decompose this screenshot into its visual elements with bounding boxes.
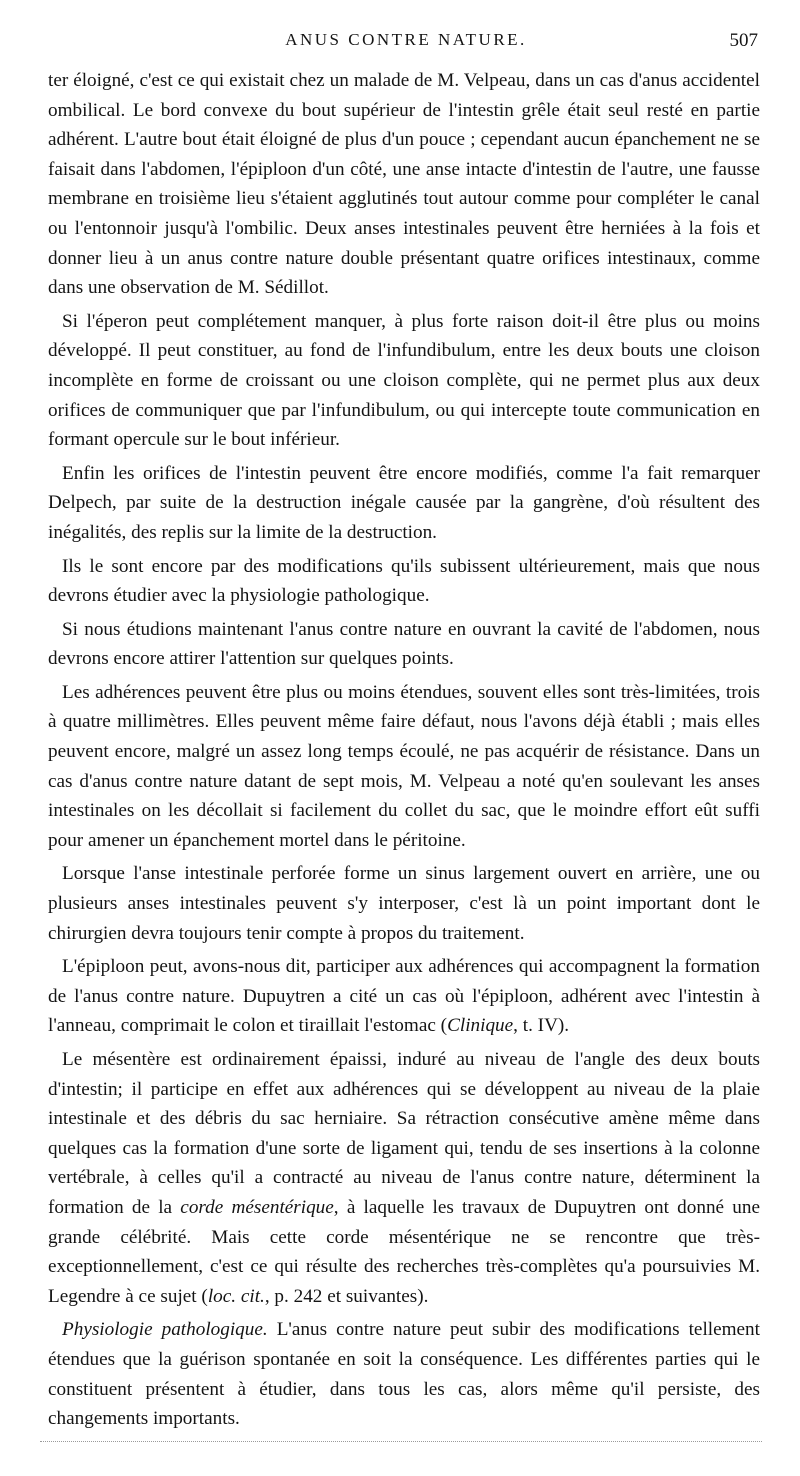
paragraph-2-text: Si l'éperon peut complétement manquer, à plus forte raison doit-il être plus ou moins développé. Il peut constituer, au fond de l'infundibulum, entre les deux bouts une cloison incomplète en forme de croissant ou une cloison complète, qui ne permet plus aux deux orifices de communiquer que par l'infundibulum, ou qui intercepte toute communication en formant opercule sur le bout inférieur. <box>48 310 760 451</box>
term-corde-mesenterique: corde mésentérique <box>180 1196 334 1218</box>
paragraph-7-text: Lorsque l'anse intestinale perforée forme un sinus largement ouvert en arrière, une ou plusieurs anses intestinales peuvent s'y interposer, c'est là un point important dont le chirurgien devra toujours tenir compte à propos du traitement. <box>48 863 760 944</box>
paragraph-6-text: Les adhérences peuvent être plus ou moins étendues, souvent elles sont très-limitées, trois à quatre millimètres. Elles peuvent même faire défaut, nous l'avons déjà établi ; mais elles peuvent encore, malgré un assez long temps écoulé, ne pas acquérir de résistance. Dans un cas d'anus contre nature datant de sept mois, M. Velpeau a noté qu'en soulevant les anses intestinales on les décollait si facilement du collet du sac, que le moindre effort eût suffi pour amener un épanchement mortel dans le péritoine. <box>48 681 760 851</box>
paragraph-2 <box>48 307 760 455</box>
body-text <box>48 66 760 1434</box>
section-heading-physiologie: Physiologie pathologique. <box>62 1319 268 1341</box>
paragraph-1 <box>48 66 760 303</box>
paragraph-4 <box>48 552 760 611</box>
running-head <box>48 30 764 56</box>
paragraph-5-text: Si nous étudions maintenant l'anus contre nature en ouvrant la cavité de l'abdomen, nous devrons encore attirer l'attention sur quelques points. <box>48 618 760 670</box>
footer-dotted-rule <box>40 1441 762 1442</box>
paragraph-4-text: Ils le sont encore par des modifications qu'ils subissent ultérieurement, mais que nous devrons étudier avec la physiologie pathologique. <box>48 555 760 607</box>
paragraph-8 <box>48 952 760 1041</box>
paragraph-10-text: L'anus contre nature peut subir des modifications tellement étendues que la guérison spontanée en soit la conséquence. Les différentes parties qui le constituent présentent à étudier, dans tous les cas, alors même qu'il persiste, des changements importants. <box>48 1319 760 1430</box>
paragraph-5 <box>48 615 760 674</box>
paragraph-10 <box>48 1315 760 1433</box>
citation-loc-cit: loc. cit. <box>207 1285 265 1307</box>
paragraph-8-tail: , t. IV). <box>513 1015 570 1037</box>
paragraph-9-text: Le mésentère est ordinairement épaissi, induré au niveau de l'angle des deux bouts d'intestin; il participe en effet aux adhérences qui se développent au niveau de la plaie intestinale et des débris du sac herniaire. Sa rétraction consécutive amène même dans quelques cas la formation d'une sorte de ligament qui, tendu de ses insertions à la colonne vertébrale, à celles qu'il a contracté au niveau de l'anus contre nature, déterminent la formation de la <box>48 1049 760 1218</box>
paragraph-1-text: ter éloigné, c'est ce qui existait chez un malade de M. Velpeau, dans un cas d'anus accidentel ombilical. Le bord convexe du bout supérieur de l'intestin grêle était seul resté en partie adhérent. L'autre bout était éloigné de plus d'un pouce ; cependant aucun épanchement ne se faisait dans l'abdomen, l'épiploon d'un côté, une anse intacte d'intestin de l'autre, une fausse membrane en troisième lieu s'étaient agglutinés tout autour comme pour compléter le canal ou l'entonnoir jusqu'à l'ombilic. Deux anses intestinales peuvent être herniées à la fois et donner lieu à un anus contre nature double présentant quatre orifices intestinaux, comme dans une observation de M. Sédillot. <box>48 70 760 299</box>
page-number: 507 <box>729 30 758 51</box>
paragraph-3-text: Enfin les orifices de l'intestin peuvent être encore modifiés, comme l'a fait remarquer Delpech, par suite de la destruction inégale causée par la gangrène, d'où résultent des inégalités, des replis sur la limite de la destruction. <box>48 462 760 543</box>
paragraph-9-tail-2: , p. 242 et suivantes). <box>264 1285 429 1307</box>
running-title: ANUS CONTRE NATURE. <box>285 30 527 49</box>
citation-clinique: Clinique <box>447 1015 514 1037</box>
paragraph-8-text: L'épiploon peut, avons-nous dit, participer aux adhérences qui accompagnent la formation de l'anus contre nature. Dupuytren a cité un cas où l'épiploon, adhérent avec l'intestin à l'anneau, comprimait le colon et tiraillait l'estomac ( <box>48 956 760 1037</box>
paragraph-9-tail: , à laquelle les travaux de Dupuytren ont donné une grande célébrité. Mais cette corde mésentérique ne se rencontre que très-exceptionnellement, c'est ce qui résulte des recherches très-complètes qu'a poursuivies M. Legendre à ce sujet ( <box>48 1196 760 1307</box>
paragraph-7 <box>48 859 760 948</box>
paragraph-3 <box>48 459 760 548</box>
paragraph-9 <box>48 1045 760 1311</box>
paragraph-6 <box>48 678 760 856</box>
